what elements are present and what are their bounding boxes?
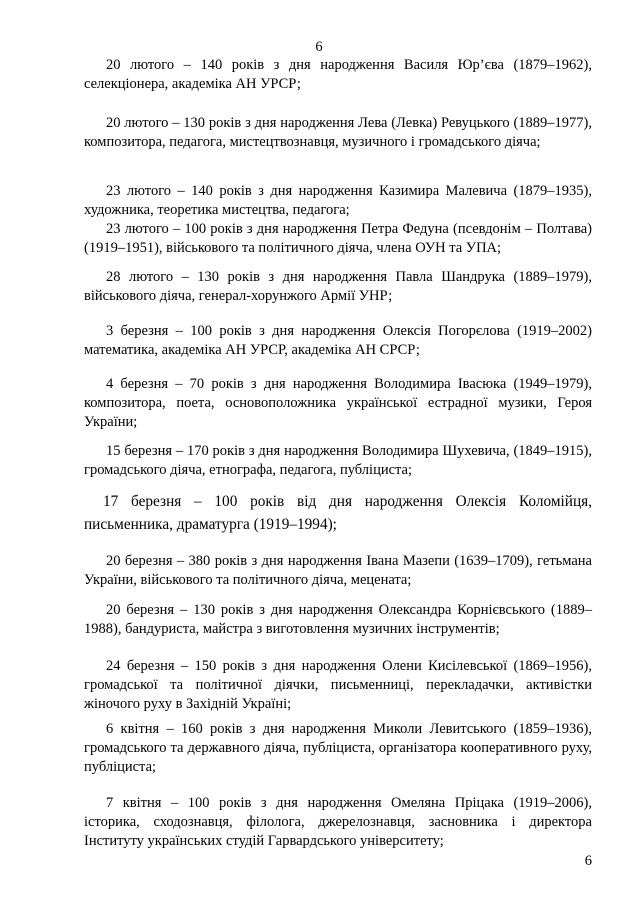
anniversary-entry-kolomiets: 17 березня – 100 років від дня народження Олексія Коломійця, письменника, драматурга (1919–1994); [84,493,592,533]
anniversary-entry-shandruk: 28 лютого – 130 років з дня народження Павла Шандрука (1889–1979), військового діяча, генерал-хорунжого Армії УНР; [84,269,592,304]
anniversary-entry-ivasiuk: 4 березня – 70 років з дня народження Володимира Івасюка (1949–1979), композитора, поета, основоположника української естрадної музики, Героя України; [84,376,592,430]
page-number-bottom: 6 [584,853,592,869]
anniversary-entry-korniievsky: 20 березня – 130 років з дня народження Олександра Корнієвського (1889–1988), бандуриста, майстра з виготовлення музичних інструментів; [84,602,592,637]
anniversary-entry-kysilevska: 24 березня – 150 років з дня народження Олени Кисілевської (1869–1956), громадської та політичної діячки, письменниці, перекладачки, активістки жіночого руху в Західній Україні; [84,658,592,712]
page-number-top: 6 [315,39,323,55]
anniversary-entry-malevych: 23 лютого – 140 років з дня народження Казимира Малевича (1879–1935), художника, теоретика мистецтва, педагога; [84,183,592,218]
anniversary-entry-revutsky: 20 лютого – 130 років з дня народження Лева (Левка) Ревуцького (1889–1977), композитора, педагога, мистецтвознавця, музичного і громадського діяча; [84,115,592,150]
anniversary-entry-shukhevych: 15 березня – 170 років з дня народження Володимира Шухевича, (1849–1915), громадського діяча, етнографа, педагога, публіциста; [84,443,592,478]
anniversary-entry-pohorelov: 3 березня – 100 років з дня народження Олексія Погорєлова (1919–2002) математика, академіка АН УРСР, академіка АН СРСР; [84,323,592,358]
anniversary-entry-yuriev: 20 лютого – 140 років з дня народження Василя Юр’єва (1879–1962), селекціонера, академіка АН УРСР; [84,57,592,92]
anniversary-entry-levytsky: 6 квітня – 160 років з дня народження Миколи Левитського (1859–1936), громадського та державного діяча, публіциста, організатора кооперативного руху, публіциста; [84,721,592,775]
anniversary-entry-mazepa: 20 березня – 380 років з дня народження Івана Мазепи (1639–1709), гетьмана України, військового та політичного діяча, мецената; [84,553,592,588]
anniversary-entry-pritsak: 7 квітня – 100 років з дня народження Омеляна Пріцака (1919–2006), історика, сходознавця, філолога, джерелознавця, засновника і директора Інституту українських студій Гарвардського університету; [84,795,592,849]
anniversary-entry-fedun: 23 лютого – 100 років з дня народження Петра Федуна (псевдонім – Полтава) (1919–1951), військового та політичного діяча, члена ОУН та УПА; [84,221,592,256]
